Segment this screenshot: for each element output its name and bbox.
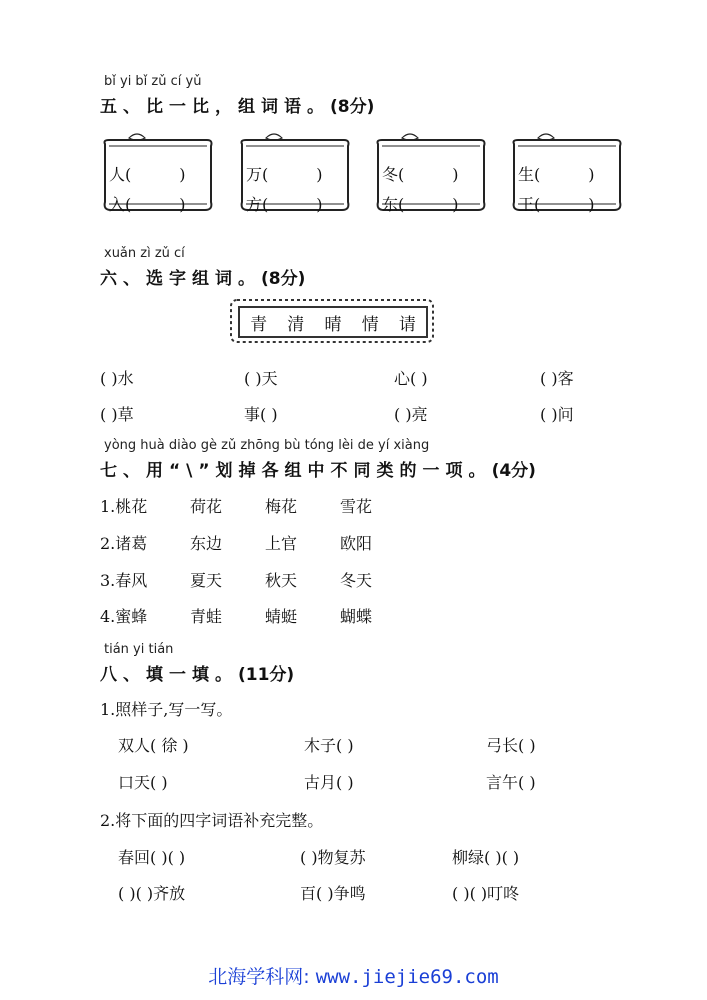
sec6-row1-item3: 心( ) — [394, 369, 428, 388]
sec6-row2-item1: ( )草 — [100, 405, 134, 424]
sec6-title-text: 六、选字组词。 — [100, 269, 261, 289]
choice-4: 情 — [361, 314, 379, 335]
scroll-2-line-1 — [246, 162, 323, 185]
scroll-box-3 — [372, 132, 490, 216]
sec6-score: (8分) — [261, 269, 306, 289]
sec7-title-text: 七、用“\”划掉各组中不同类的一项。 — [100, 461, 492, 481]
sec6-row2-item4: ( )问 — [540, 405, 574, 424]
box3-close1: ) — [452, 165, 459, 184]
box4-char1: 生( — [518, 165, 541, 184]
box1-char2: 入( — [109, 195, 132, 214]
sec6-row2-item3: ( )亮 — [394, 405, 428, 424]
sec6-row2-item2: 事( ) — [244, 405, 278, 424]
box2-close1: ) — [316, 165, 323, 184]
box2-char2: 方( — [246, 195, 269, 214]
sec8-q1-r2-c: 言午( ) — [486, 773, 536, 792]
box3-close2: ) — [452, 195, 459, 214]
box1-close2: ) — [179, 195, 186, 214]
sec8-q1-r1-b: 木子( ) — [304, 736, 354, 755]
choice-1: 青 — [250, 314, 268, 335]
sec7-g2-a: 2.诸葛 — [100, 534, 148, 553]
sec8-q1-prompt: 1.照样子,写一写。 — [100, 700, 233, 719]
sec7-g3-b: 夏天 — [190, 571, 223, 590]
sec5-title — [100, 92, 374, 117]
sec8-q2-r1-c: 柳绿( )( ) — [452, 848, 520, 867]
scroll-4-line-1 — [518, 162, 595, 185]
sec7-g2-d: 欧阳 — [340, 534, 373, 553]
sec7-g3-d: 冬天 — [340, 571, 373, 590]
scroll-1-line-2 — [109, 192, 186, 215]
sec6-row1-item4: ( )客 — [540, 369, 574, 388]
sec7-g1-a: 1.桃花 — [100, 497, 148, 516]
sec8-q2-r1-b: ( )物复苏 — [300, 848, 366, 867]
sec8-title — [100, 660, 294, 685]
scroll-4-line-2 — [518, 192, 595, 215]
choice-5: 请 — [398, 314, 416, 335]
box3-char1: 冬( — [382, 165, 405, 184]
sec7-g1-b: 荷花 — [190, 497, 223, 516]
sec6-pinyin: xuǎn zì zǔ cí — [104, 246, 185, 261]
box4-close2: ) — [588, 195, 595, 214]
sec8-q2-r2-b: 百( )争鸣 — [300, 884, 366, 903]
sec7-g4-b: 青蛙 — [190, 607, 223, 626]
scroll-2-line-2 — [246, 192, 323, 215]
box1-close1: ) — [179, 165, 186, 184]
sec8-q2-r2-a: ( )( )齐放 — [118, 884, 186, 903]
sec7-pinyin: yòng huà diào gè zǔ zhōng bù tóng lèi de yí xiàng — [104, 438, 430, 453]
footer-url-link[interactable]: www.jiejie69.com — [315, 966, 499, 988]
sec7-g4-a: 4.蜜蜂 — [100, 607, 148, 626]
sec7-g1-c: 梅花 — [265, 497, 298, 516]
footer-site-name: 北海学科网: — [208, 966, 310, 988]
sec5-title-text: 五、比一比，组词语。 — [100, 97, 330, 117]
sec8-score: (11分) — [238, 665, 295, 685]
sec8-q2-r1-a: 春回( )( ) — [118, 848, 186, 867]
sec7-score: (4分) — [491, 461, 536, 481]
sec7-g2-b: 东边 — [190, 534, 223, 553]
choice-3: 晴 — [324, 314, 342, 335]
sec7-g3-a: 3.春风 — [100, 571, 148, 590]
scroll-3-line-1 — [382, 162, 459, 185]
sec8-q2-prompt: 2.将下面的四字词语补充完整。 — [100, 811, 324, 830]
sec7-g3-c: 秋天 — [265, 571, 298, 590]
sec6-title — [100, 264, 305, 289]
scroll-3-line-2 — [382, 192, 459, 215]
footer-watermark — [0, 962, 707, 989]
box3-char2: 东( — [382, 195, 405, 214]
scroll-box-2 — [236, 132, 354, 216]
sec8-q1-r1-c: 弓长( ) — [486, 736, 536, 755]
sec6-row1-item1: ( )水 — [100, 369, 134, 388]
sec5-pinyin: bǐ yi bǐ zǔ cí yǔ — [104, 74, 202, 89]
sec8-pinyin: tián yi tián — [104, 642, 174, 657]
sec7-g1-d: 雪花 — [340, 497, 373, 516]
word-choice-box — [228, 297, 436, 345]
box4-close1: ) — [588, 165, 595, 184]
sec7-title — [100, 456, 536, 481]
sec8-q1-r2-a: 口天( ) — [118, 773, 168, 792]
sec7-g4-c: 蜻蜓 — [265, 607, 298, 626]
sec8-q2-r2-c: ( )( )叮咚 — [452, 884, 520, 903]
box1-char1: 人( — [109, 165, 132, 184]
choice-2: 清 — [287, 314, 305, 335]
box4-char2: 王( — [518, 195, 541, 214]
sec7-g4-d: 蝴蝶 — [340, 607, 373, 626]
sec8-title-text: 八、填一填。 — [100, 665, 238, 685]
scroll-box-4 — [508, 132, 626, 216]
word-choice-list — [238, 306, 428, 338]
scroll-1-line-1 — [109, 162, 186, 185]
box2-close2: ) — [316, 195, 323, 214]
sec8-q1-r1-a: 双人( 徐 ) — [118, 736, 189, 755]
box2-char1: 万( — [246, 165, 269, 184]
sec6-row1-item2: ( )天 — [244, 369, 278, 388]
scroll-box-1 — [99, 132, 217, 216]
sec8-q1-r2-b: 古月( ) — [304, 773, 354, 792]
sec5-score: (8分) — [330, 97, 375, 117]
sec7-g2-c: 上官 — [265, 534, 298, 553]
